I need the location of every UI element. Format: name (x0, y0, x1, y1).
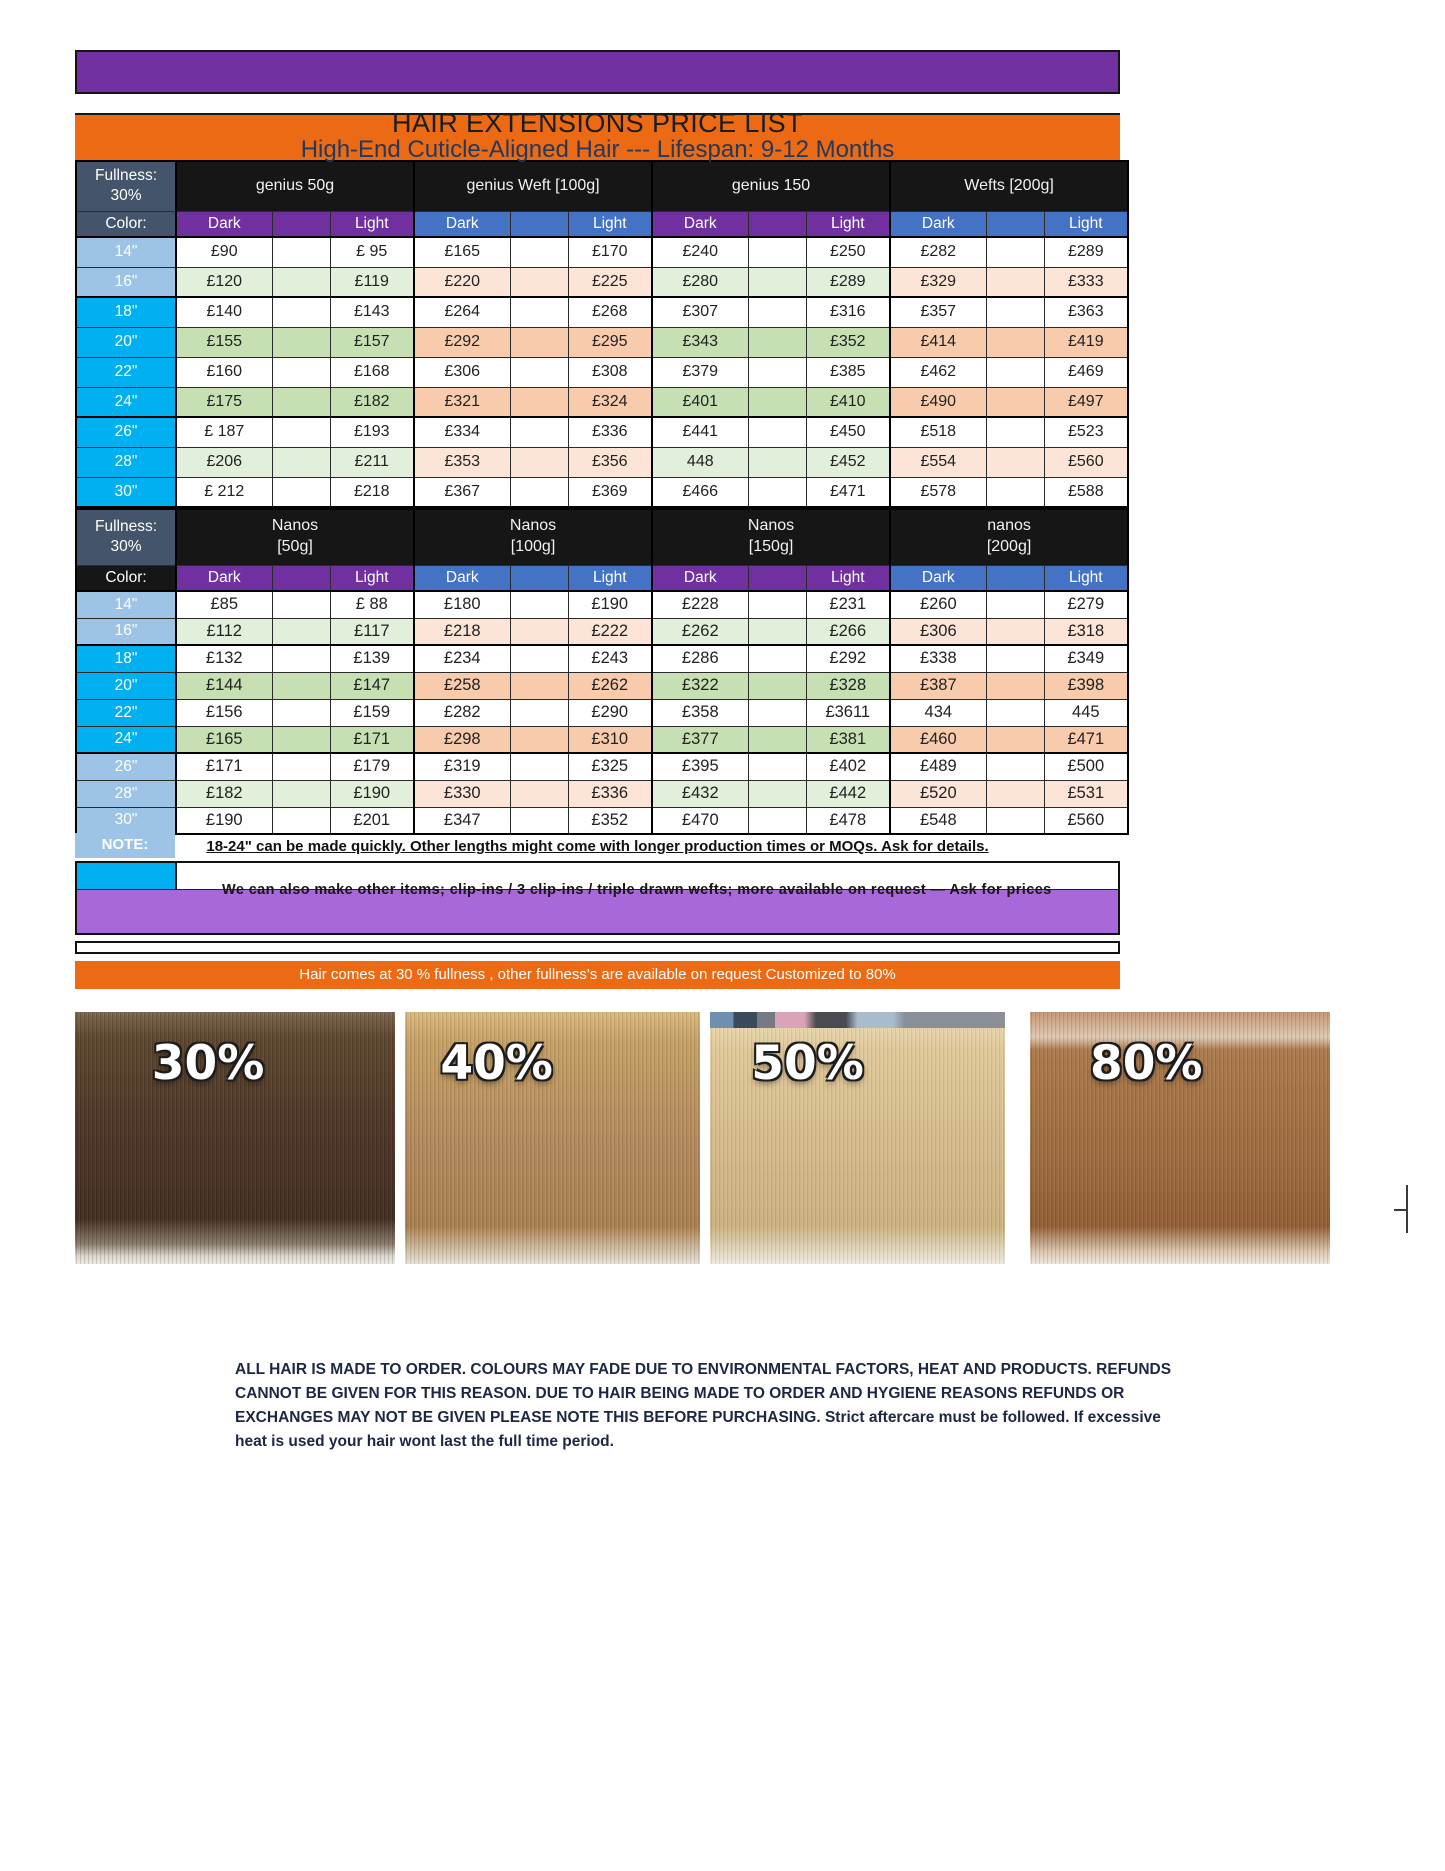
spacer-cell (986, 477, 1044, 507)
spacer-cell (272, 672, 330, 699)
col-header-light: Light (330, 211, 414, 237)
price-cell-light: £352 (568, 807, 652, 834)
col-header-light: Light (568, 565, 652, 591)
price-cell-dark: £144 (176, 672, 272, 699)
spacer-cell (748, 753, 806, 780)
price-cell-dark: £180 (414, 591, 510, 618)
margin-tick-mark (1394, 1185, 1408, 1233)
price-cell-light: £336 (568, 780, 652, 807)
spacer-cell (510, 477, 568, 507)
hair-swatch-40pct (405, 1012, 700, 1264)
group-header: Wefts [200g] (890, 161, 1128, 211)
spacer-cell (510, 327, 568, 357)
spacer-cell (272, 726, 330, 753)
col-header-light: Light (1044, 211, 1128, 237)
spacer-cell (272, 780, 330, 807)
price-cell-light: £262 (568, 672, 652, 699)
moq-note-row (75, 836, 1120, 858)
price-cell-dark: £171 (176, 753, 272, 780)
spacer-cell (510, 618, 568, 645)
spacer-cell (510, 699, 568, 726)
price-cell-dark: £306 (890, 618, 986, 645)
spacer-cell (272, 618, 330, 645)
length-label: 16" (76, 267, 176, 297)
price-cell-dark: £234 (414, 645, 510, 672)
price-cell-light: £268 (568, 297, 652, 327)
group-header: genius 150 (652, 161, 890, 211)
price-cell-dark: £578 (890, 477, 986, 507)
price-cell-light: £168 (330, 357, 414, 387)
price-cell-light: £290 (568, 699, 652, 726)
price-cell-dark: £518 (890, 417, 986, 447)
price-cell-dark: £395 (652, 753, 748, 780)
length-label: 16" (76, 618, 176, 645)
length-label: 28" (76, 780, 176, 807)
fullness-percentage-label: 50% (751, 1036, 864, 1091)
price-cell-dark: £165 (176, 726, 272, 753)
spacer-cell (986, 618, 1044, 645)
price-cell-dark: £264 (414, 297, 510, 327)
price-cell-dark: £347 (414, 807, 510, 834)
price-cell-light: £381 (806, 726, 890, 753)
spacer-cell (748, 477, 806, 507)
price-cell-dark: £112 (176, 618, 272, 645)
price-cell-dark: £165 (414, 237, 510, 267)
spacer-cell (510, 297, 568, 327)
price-cell-light: £356 (568, 447, 652, 477)
price-cell-dark: £280 (652, 267, 748, 297)
spacer-cell (510, 645, 568, 672)
thin-empty-bar (75, 941, 1120, 954)
price-cell-light: £295 (568, 327, 652, 357)
length-label: 18" (76, 645, 176, 672)
col-header-dark: Dark (176, 565, 272, 591)
price-cell-light: £452 (806, 447, 890, 477)
price-cell-dark: £228 (652, 591, 748, 618)
price-cell-light: £325 (568, 753, 652, 780)
price-cell-dark: £155 (176, 327, 272, 357)
spacer-cell (986, 297, 1044, 327)
spacer-cell (272, 327, 330, 357)
length-label: 22" (76, 699, 176, 726)
spacer-cell (748, 237, 806, 267)
price-cell-light: £143 (330, 297, 414, 327)
group-header: Nanos [100g] (414, 509, 652, 565)
price-cell-light: £170 (568, 237, 652, 267)
spacer-cell (510, 726, 568, 753)
spacer-cell (748, 387, 806, 417)
obscured-note (177, 863, 1118, 898)
price-cell-dark: £156 (176, 699, 272, 726)
length-label: 22" (76, 357, 176, 387)
price-cell-light: £500 (1044, 753, 1128, 780)
price-cell-dark: £387 (890, 672, 986, 699)
price-cell-light: £531 (1044, 780, 1128, 807)
group-header: Nanos [150g] (652, 509, 890, 565)
price-cell-light: £279 (1044, 591, 1128, 618)
price-cell-dark: £441 (652, 417, 748, 447)
price-cell-dark: £414 (890, 327, 986, 357)
length-label: 26" (76, 753, 176, 780)
price-cell-dark: £160 (176, 357, 272, 387)
price-cell-dark: £554 (890, 447, 986, 477)
spacer-cell (272, 387, 330, 417)
spacer-cell (986, 447, 1044, 477)
price-cell-light: £442 (806, 780, 890, 807)
price-cell-light: £292 (806, 645, 890, 672)
price-cell-dark: £548 (890, 807, 986, 834)
price-cell-dark: £240 (652, 237, 748, 267)
price-cell-dark: £321 (414, 387, 510, 417)
price-cell-light: £497 (1044, 387, 1128, 417)
spacer-cell (272, 699, 330, 726)
price-cell-dark: £220 (414, 267, 510, 297)
price-cell-dark: £343 (652, 327, 748, 357)
col-header-dark: Dark (414, 565, 510, 591)
price-cell-dark: £132 (176, 645, 272, 672)
price-cell-light: £119 (330, 267, 414, 297)
spacer-cell (748, 645, 806, 672)
cyan-cell (77, 863, 177, 889)
price-cell-dark: £319 (414, 753, 510, 780)
spacer-cell (748, 699, 806, 726)
obscured-note-text: We can also make other items; clip-ins / 3 clip-ins / triple drawn wefts; more available on request — Ask for prices (222, 882, 1052, 898)
price-cell-dark: £ 187 (176, 417, 272, 447)
obscured-note-row (77, 863, 1118, 898)
price-cell-dark: £307 (652, 297, 748, 327)
price-cell-light: £222 (568, 618, 652, 645)
hair-fullness-swatches (75, 1012, 1375, 1264)
fullness-banner: Hair comes at 30 % fullness , other fullness's are available on request Customized to 80% (75, 961, 1120, 989)
price-cell-dark: £377 (652, 726, 748, 753)
price-cell-light: £369 (568, 477, 652, 507)
price-cell-dark: £520 (890, 780, 986, 807)
fullness-header: Fullness: 30% (76, 161, 176, 211)
col-header-light: Light (330, 565, 414, 591)
col-header-spacer (986, 565, 1044, 591)
price-cell-light: £190 (568, 591, 652, 618)
top-purple-banner (75, 50, 1120, 94)
price-cell-dark: £329 (890, 267, 986, 297)
spacer-cell (272, 297, 330, 327)
spacer-cell (986, 327, 1044, 357)
price-cell-light: £478 (806, 807, 890, 834)
spacer-cell (986, 672, 1044, 699)
group-header: genius 50g (176, 161, 414, 211)
price-cell-light: £324 (568, 387, 652, 417)
length-label: 14" (76, 237, 176, 267)
spacer-cell (748, 297, 806, 327)
price-cell-dark: £357 (890, 297, 986, 327)
price-table-nanos (75, 508, 1129, 835)
fullness-header: Fullness: 30% (76, 509, 176, 565)
spacer-cell (748, 327, 806, 357)
color-label: Color: (76, 211, 176, 237)
price-cell-dark: £258 (414, 672, 510, 699)
length-label: 14" (76, 591, 176, 618)
price-cell-dark: £322 (652, 672, 748, 699)
price-cell-light: £560 (1044, 447, 1128, 477)
length-label: 30" (76, 477, 176, 507)
spacer-cell (272, 645, 330, 672)
spacer-cell (510, 447, 568, 477)
price-cell-light: £523 (1044, 417, 1128, 447)
price-cell-dark: £379 (652, 357, 748, 387)
spacer-cell (272, 417, 330, 447)
disclaimer-text: ALL HAIR IS MADE TO ORDER. COLOURS MAY FADE DUE TO ENVIRONMENTAL FACTORS, HEAT AND PRODUCTS. REFUNDS CANNOT BE GIVEN FOR THIS REASON. DUE TO HAIR BEING MADE TO ORDER AND HYGIENE REASONS REFUNDS OR EXCHANGES MAY NOT BE GIVEN PLEASE NOTE THIS BEFORE PURCHASING. Strict aftercare must be followed. If excessive heat is used your hair wont last the full time period. (235, 1361, 1172, 1451)
price-cell-light: £471 (1044, 726, 1128, 753)
spacer-cell (748, 780, 806, 807)
price-cell-light: £289 (806, 267, 890, 297)
price-cell-dark: £460 (890, 726, 986, 753)
length-label: 26" (76, 417, 176, 447)
price-cell-dark: £282 (414, 699, 510, 726)
spacer-cell (272, 477, 330, 507)
spacer-cell (748, 726, 806, 753)
price-cell-light: £352 (806, 327, 890, 357)
spacer-cell (748, 357, 806, 387)
price-cell-light: £243 (568, 645, 652, 672)
price-cell-light: £266 (806, 618, 890, 645)
col-header-light: Light (806, 565, 890, 591)
fullness-percentage-label: 30% (151, 1036, 265, 1091)
price-cell-dark: £432 (652, 780, 748, 807)
note-label: NOTE: (75, 833, 175, 858)
spacer-cell (986, 645, 1044, 672)
col-header-spacer (510, 211, 568, 237)
spacer-cell (748, 447, 806, 477)
length-label: 20" (76, 672, 176, 699)
price-cell-dark: £292 (414, 327, 510, 357)
price-cell-light: £182 (330, 387, 414, 417)
extras-box (75, 861, 1120, 935)
col-header-light: Light (568, 211, 652, 237)
price-cell-light: £201 (330, 807, 414, 834)
col-header-dark: Dark (890, 211, 986, 237)
price-cell-dark: £262 (652, 618, 748, 645)
price-table-genius (75, 160, 1129, 508)
price-cell-dark: £90 (176, 237, 272, 267)
group-header: nanos [200g] (890, 509, 1128, 565)
spacer-cell (510, 237, 568, 267)
price-cell-light: £ 88 (330, 591, 414, 618)
spacer-cell (986, 699, 1044, 726)
spacer-cell (986, 387, 1044, 417)
price-cell-dark: £338 (890, 645, 986, 672)
price-cell-light: £225 (568, 267, 652, 297)
price-cell-dark: £ 212 (176, 477, 272, 507)
price-cell-light: £419 (1044, 327, 1128, 357)
price-cell-light: £190 (330, 780, 414, 807)
length-label: 24" (76, 387, 176, 417)
price-cell-light: £385 (806, 357, 890, 387)
price-cell-light: £231 (806, 591, 890, 618)
spacer-cell (748, 807, 806, 834)
price-cell-light: £349 (1044, 645, 1128, 672)
group-header: genius Weft [100g] (414, 161, 652, 211)
price-cell-light: £139 (330, 645, 414, 672)
price-cell-dark: £330 (414, 780, 510, 807)
spacer-cell (986, 591, 1044, 618)
price-cell-dark: £218 (414, 618, 510, 645)
price-cell-light: £328 (806, 672, 890, 699)
price-cell-light: £450 (806, 417, 890, 447)
price-cell-light: £469 (1044, 357, 1128, 387)
price-cell-dark: £470 (652, 807, 748, 834)
length-label: 18" (76, 297, 176, 327)
price-cell-dark: £489 (890, 753, 986, 780)
fullness-percentage-label: 80% (1090, 1036, 1203, 1091)
col-header-spacer (510, 565, 568, 591)
color-label: Color: (76, 565, 176, 591)
price-tables (75, 160, 1120, 835)
spacer-cell (510, 357, 568, 387)
price-cell-light: £179 (330, 753, 414, 780)
spacer-cell (272, 447, 330, 477)
spacer-cell (510, 672, 568, 699)
price-cell-dark: £466 (652, 477, 748, 507)
spacer-cell (272, 807, 330, 834)
price-cell-light: £310 (568, 726, 652, 753)
price-cell-light: £336 (568, 417, 652, 447)
spacer-cell (510, 387, 568, 417)
spacer-cell (986, 807, 1044, 834)
hair-swatch-50pct (710, 1012, 1005, 1264)
price-cell-light: £117 (330, 618, 414, 645)
spacer-cell (986, 267, 1044, 297)
price-cell-light: £318 (1044, 618, 1128, 645)
col-header-dark: Dark (890, 565, 986, 591)
spacer-cell (986, 780, 1044, 807)
length-label: 24" (76, 726, 176, 753)
content-column (75, 0, 1203, 1264)
group-header: Nanos [50g] (176, 509, 414, 565)
price-cell-dark: £206 (176, 447, 272, 477)
price-cell-dark: £182 (176, 780, 272, 807)
spacer-cell (748, 618, 806, 645)
col-header-dark: Dark (414, 211, 510, 237)
price-cell-dark: 448 (652, 447, 748, 477)
spacer-cell (986, 417, 1044, 447)
col-header-dark: Dark (652, 211, 748, 237)
col-header-spacer (272, 565, 330, 591)
price-cell-dark: £306 (414, 357, 510, 387)
price-cell-light: £410 (806, 387, 890, 417)
price-cell-dark: £462 (890, 357, 986, 387)
spacer-cell (510, 780, 568, 807)
spacer-cell (510, 753, 568, 780)
price-cell-light: £211 (330, 447, 414, 477)
price-cell-dark: £401 (652, 387, 748, 417)
spacer-cell (510, 807, 568, 834)
spacer-cell (510, 267, 568, 297)
price-cell-light: £363 (1044, 297, 1128, 327)
price-cell-light: £218 (330, 477, 414, 507)
spacer-cell (748, 417, 806, 447)
price-cell-dark: 434 (890, 699, 986, 726)
price-cell-light: £193 (330, 417, 414, 447)
col-header-spacer (748, 211, 806, 237)
price-cell-dark: £358 (652, 699, 748, 726)
price-cell-light: £560 (1044, 807, 1128, 834)
price-cell-dark: £353 (414, 447, 510, 477)
price-cell-dark: £367 (414, 477, 510, 507)
hair-swatch-30pct (75, 1012, 395, 1264)
price-cell-light: £250 (806, 237, 890, 267)
price-cell-dark: £140 (176, 297, 272, 327)
spacer-cell (748, 672, 806, 699)
price-cell-light: £588 (1044, 477, 1128, 507)
price-list-header (75, 108, 1120, 163)
col-header-spacer (986, 211, 1044, 237)
price-cell-light: £333 (1044, 267, 1128, 297)
spacer-cell (510, 417, 568, 447)
length-label: 28" (76, 447, 176, 477)
price-cell-light: £308 (568, 357, 652, 387)
col-header-light: Light (1044, 565, 1128, 591)
spacer-cell (986, 753, 1044, 780)
price-cell-dark: £334 (414, 417, 510, 447)
spacer-cell (748, 267, 806, 297)
length-label: 20" (76, 327, 176, 357)
spacer-cell (272, 357, 330, 387)
spacer-cell (510, 591, 568, 618)
spacer-cell (986, 726, 1044, 753)
price-cell-light: 445 (1044, 699, 1128, 726)
price-cell-light: £171 (330, 726, 414, 753)
price-cell-light: £3611 (806, 699, 890, 726)
spacer-cell (748, 591, 806, 618)
price-cell-dark: £282 (890, 237, 986, 267)
price-cell-light: £316 (806, 297, 890, 327)
col-header-light: Light (806, 211, 890, 237)
spacer-cell (272, 237, 330, 267)
price-cell-dark: £260 (890, 591, 986, 618)
price-cell-dark: £286 (652, 645, 748, 672)
moq-note-text: 18-24" can be made quickly. Other lengths might come with longer production times or MOQs. Ask for details. (206, 838, 989, 855)
price-cell-light: £471 (806, 477, 890, 507)
spacer-cell (272, 267, 330, 297)
price-cell-light: £398 (1044, 672, 1128, 699)
length-label: 30" (76, 807, 176, 834)
hair-swatch-80pct (1030, 1012, 1330, 1264)
col-header-spacer (272, 211, 330, 237)
price-cell-dark: £490 (890, 387, 986, 417)
spacer-cell (986, 357, 1044, 387)
price-cell-light: £ 95 (330, 237, 414, 267)
fullness-percentage-label: 40% (440, 1036, 553, 1091)
price-cell-dark: £85 (176, 591, 272, 618)
spacer-cell (272, 591, 330, 618)
spacer-cell (272, 753, 330, 780)
page-title: HAIR EXTENSIONS PRICE LIST (392, 108, 803, 138)
price-cell-light: £159 (330, 699, 414, 726)
price-cell-dark: £175 (176, 387, 272, 417)
price-cell-light: £157 (330, 327, 414, 357)
page-subtitle: High-End Cuticle-Aligned Hair --- Lifespan: 9-12 Months (300, 136, 895, 163)
col-header-spacer (748, 565, 806, 591)
col-header-dark: Dark (176, 211, 272, 237)
price-cell-dark: £190 (176, 807, 272, 834)
price-cell-light: £147 (330, 672, 414, 699)
spacer-cell (986, 237, 1044, 267)
price-cell-dark: £120 (176, 267, 272, 297)
price-cell-light: £289 (1044, 237, 1128, 267)
price-cell-light: £402 (806, 753, 890, 780)
price-cell-dark: £298 (414, 726, 510, 753)
col-header-dark: Dark (652, 565, 748, 591)
